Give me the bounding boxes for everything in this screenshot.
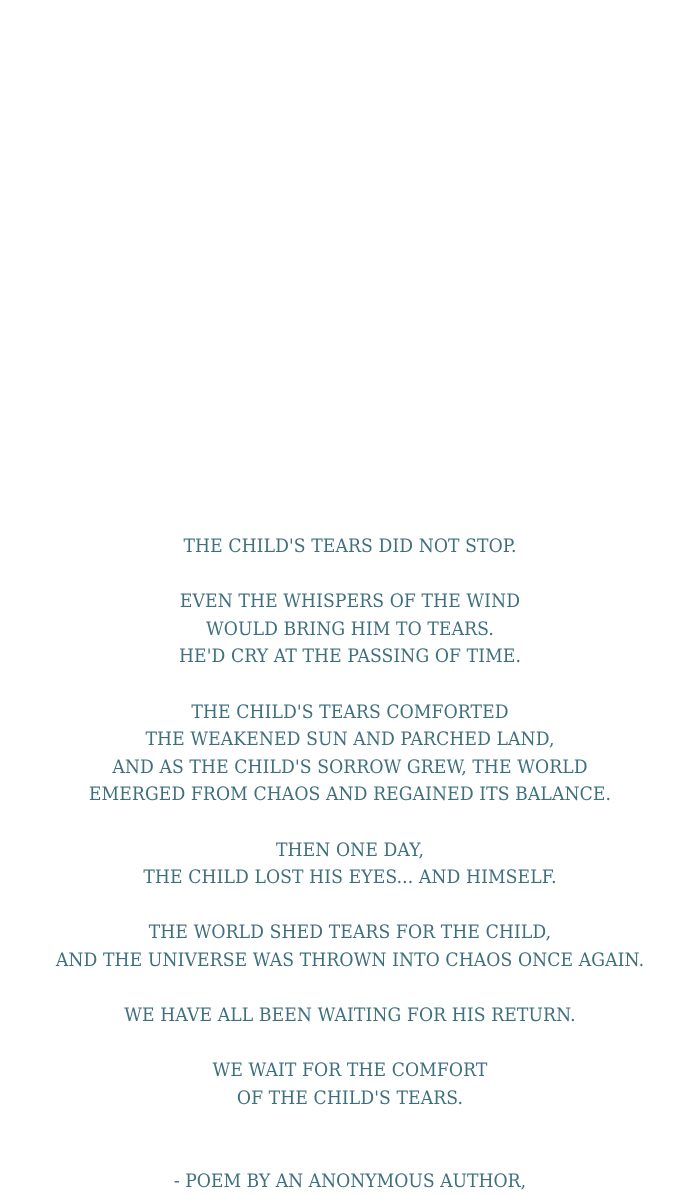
stanza-7: [25, 1057, 676, 1112]
stanza-4: [25, 837, 676, 892]
poem-line: THE CHILD'S TEARS COMFORTED: [191, 701, 509, 723]
poem-line: AND THE UNIVERSE WAS THROWN INTO CHAOS ONCE AGAIN.: [55, 949, 645, 971]
poem-line: OF THE CHILD'S TEARS.: [236, 1087, 464, 1109]
stanza-3: [25, 699, 676, 809]
poem-line: WE HAVE ALL BEEN WAITING FOR HIS RETURN.: [124, 1005, 576, 1027]
poem-line: THE WORLD SHED TEARS FOR THE CHILD,: [148, 922, 552, 944]
poem-line: EMERGED FROM CHAOS AND REGAINED ITS BALANCE.: [88, 784, 612, 806]
poem-line: AND AS THE CHILD'S SORROW GREW, THE WORLD: [112, 756, 588, 778]
poem-line: HE'D CRY AT THE PASSING OF TIME.: [178, 646, 522, 668]
poem-line: EVEN THE WHISPERS OF THE WIND: [179, 591, 521, 613]
poem: [25, 533, 676, 1140]
poem-line: THE WEAKENED SUN AND PARCHED LAND,: [145, 729, 555, 751]
stanza-1: [25, 533, 676, 561]
poem-line: THEN ONE DAY,: [275, 839, 425, 861]
poem-line: THE CHILD'S TEARS DID NOT STOP.: [183, 536, 517, 557]
stanza-6: [25, 1002, 676, 1030]
poem-line: WOULD BRING HIM TO TEARS.: [206, 618, 494, 640]
poem-attribution: - POEM BY AN ANONYMOUS AUTHOR,: [173, 1171, 527, 1192]
poem-line: THE CHILD LOST HIS EYES... AND HIMSELF.: [143, 867, 557, 889]
poem-line: WE WAIT FOR THE COMFORT: [212, 1060, 488, 1082]
stanza-2: [25, 588, 676, 671]
stanza-5: [25, 919, 676, 974]
